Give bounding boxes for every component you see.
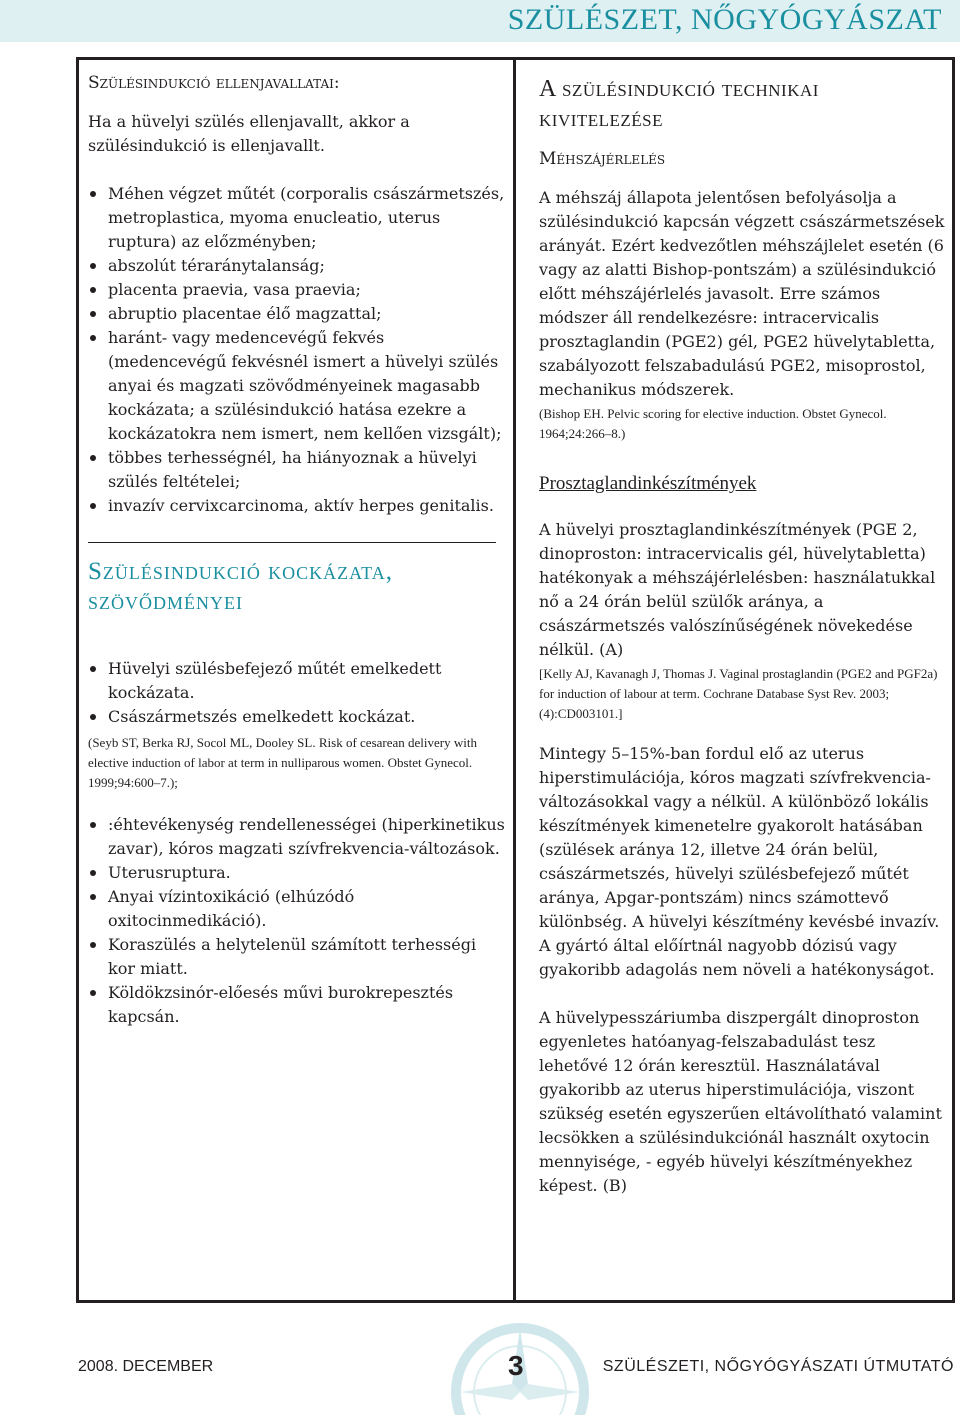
list-item: haránt- vagy medencevégű fekvés (medencevégű fekvésnél ismert a hüvelyi szülés anyai és magzati szövődményeinek magasabb kockázata; a szülésindukció hatása ezekre a kockázatokra nem ismert, nem kellően vizsgált); (88, 326, 506, 446)
list-item: többes terhességnél, ha hiányoznak a hüvelyi szülés feltételei; (88, 446, 506, 494)
list-item: placenta praevia, vasa praevia; (88, 278, 506, 302)
list-item: abruptio placentae élő magzattal; (88, 302, 506, 326)
list-item: Hüvelyi szülésbefejező műtét emelkedett kockázata. (88, 657, 506, 705)
contraindications-list (88, 182, 506, 518)
reference: [Kelly AJ, Kavanagh J, Thomas J. Vaginal prostaglandin (PGE2 and PGF2a) for induction of labour at term. Cochrane Database Syst Rev. 2003;(4):CD003101.] (539, 666, 938, 721)
footer-date: 2008. DECEMBER (78, 1358, 214, 1375)
technique-heading: A szülésindukció technikai kivitelezése (539, 76, 819, 132)
list-item: Köldökzsinór-előesés művi burokrepesztés kapcsán. (88, 981, 506, 1029)
contraindications-heading: Szülésindukció ellenjavallatai: (88, 73, 340, 93)
section-title: SZÜLÉSZET, NŐGYÓGYÁSZAT (507, 3, 942, 36)
prostaglandin-subheading: Prosztaglandinkészítmények (539, 473, 757, 494)
right-column (539, 68, 947, 1198)
section-separator (88, 542, 496, 543)
risk-list-2 (88, 813, 506, 1029)
contraindications-intro: Ha a hüvelyi szülés ellenjavallt, akkor a szülésindukció is ellenjavallt. (88, 112, 410, 155)
risk-list (88, 657, 506, 729)
ripening-subheading: Méhszájérlelés (539, 149, 666, 169)
list-item: :éhtevékenység rendellenességei (hiperkinetikus zavar), kóros magzati szívfrekvencia-változások. (88, 813, 506, 861)
paragraph: A hüvelypesszáriumba diszpergált dinoproston egyenletes hatóanyag-felszabadulást tesz lehetővé 12 órán keresztül. Használatával gyakoribb az uterus hiperstimulációja, viszont szükség esetén egyszerűen eltávolítható valamint lecsökken a szülésindukciónál használt oxytocin mennyisége, - egyéb hüvelyi készítményekhez képest. (B) (539, 1008, 942, 1195)
risk-reference: (Seyb ST, Berka RJ, Socol ML, Dooley SL. Risk of cesarean delivery with elective induction of labor at term in nulliparous women. Obstet Gynecol. 1999;94:600–7.); (88, 735, 477, 790)
left-column (88, 68, 506, 1029)
list-item: abszolút téraránytalanság; (88, 254, 506, 278)
paragraph: Mintegy 5–15%-ban fordul elő az uterus hiperstimulációja, kóros magzati szívfrekvencia-változásokkal vagy a nélkül. A különböző lokális készítmények kimenetelre gyakorolt hatásában (szülések aránya 12, illetve 24 órán belül, császármetszés, hüvelyi szülésbefejező műtét aránya, Apgar-pontszám) nincs számottevő különbség. A hüvelyi készítmény kevésbé invazív. A gyártó által előírtnál nagyobb dózisú vagy gyakoribb adagolás nem növeli a hatékonyságot. (539, 744, 940, 979)
paragraph: A méhszáj állapota jelentősen befolyásolja a szülésindukció kapcsán végzett császármetszések arányát. Ezért kedvezőtlen méhszájlelet esetén (6 vagy az alatti Bishop-pontszám) a szülésindukció előtt méhszájérlelés javasolt. Erre számos módszer áll rendelkezésre: intracervicalis prosztaglandin (PGE2) gél, PGE2 hüvelytabletta, szabályozott felszabadulású PGE2, misoprostol, mechanikus módszerek. (539, 188, 945, 399)
column-divider (513, 57, 516, 1303)
footer-guide-title: SZÜLÉSZETI, NŐGYÓGYÁSZATI ÚTMUTATÓ (602, 1358, 954, 1375)
list-item: invazív cervixcarcinoma, aktív herpes genitalis. (88, 494, 506, 518)
list-item: Császármetszés emelkedett kockázat. (88, 705, 506, 729)
list-item: Uterusruptura. (88, 861, 506, 885)
risk-heading: Szülésindukció kockázata, szövődményei (88, 558, 393, 615)
list-item: Anyai vízintoxikáció (elhúzódó oxitocinmedikáció). (88, 885, 506, 933)
page-number: 3 (508, 1350, 524, 1381)
paragraph: A hüvelyi prosztaglandinkészítmények (PGE 2, dinoproston: intracervicalis gél, hüvelytabletta) hatékonyak a méhszájérlelésben: használatukkal nő a 24 órán belül szülők aránya, a császármetszés valószínűségének növekedése nélkül. (A) (539, 520, 936, 659)
reference: (Bishop EH. Pelvic scoring for elective induction. Obstet Gynecol. 1964;24:266–8.) (539, 406, 887, 441)
list-item: Koraszülés a helytelenül számított terhességi kor miatt. (88, 933, 506, 981)
list-item: Méhen végzet műtét (corporalis császármetszés, metroplastica, myoma enucleatio, uterus ruptura) az előzményben; (88, 182, 506, 254)
